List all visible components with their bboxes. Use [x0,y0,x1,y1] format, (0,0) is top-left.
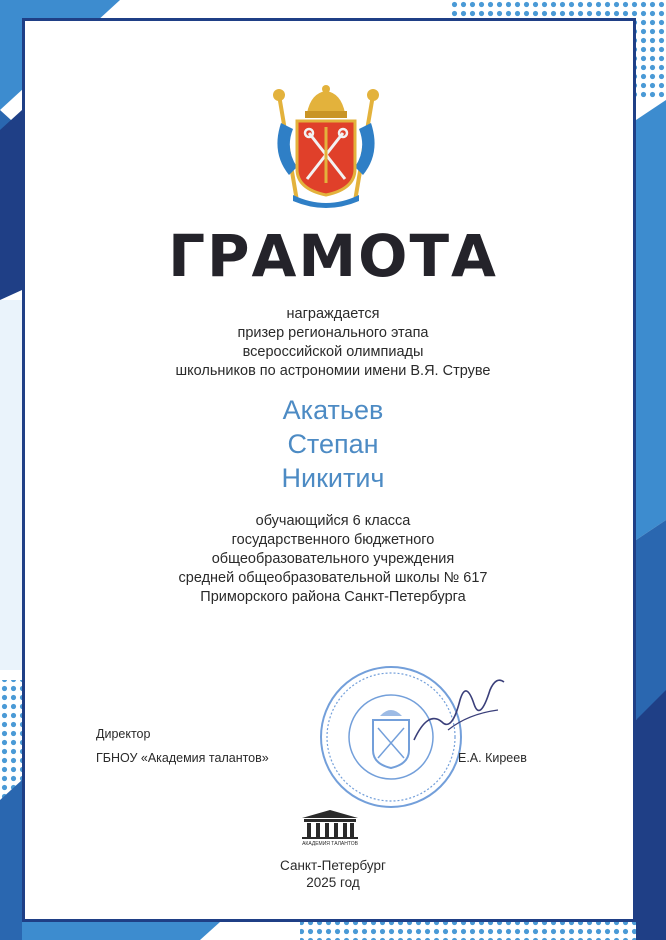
director-name: Е.А. Киреев [458,751,527,765]
school-line: обучающийся 6 класса [255,513,411,529]
school-line: государственного бюджетного [231,532,435,548]
footer-year: 2025 год [306,875,360,890]
director-title: Директор [96,727,151,741]
school-line: средней общеобразовательной школы № 617 [178,570,488,586]
school-info [0,512,666,607]
academy-logo-caption: АКАДЕМИЯ ТАЛАНТОВ [302,841,358,846]
recipient-first-name: Степан [287,429,379,459]
recipient-name [0,393,666,495]
certificate-title: ГРАМОТА [168,222,498,290]
award-text [0,305,666,381]
award-line: награждается [286,306,380,322]
director-signature-icon [408,670,508,750]
academy-logo-icon [296,808,364,846]
school-line: Приморского района Санкт-Петербурга [200,589,466,605]
saint-petersburg-coat-of-arms-icon [267,83,385,211]
award-line: школьников по астрономии имени В.Я. Струве [175,363,491,379]
director-organization: ГБНОУ «Академия талантов» [96,751,269,765]
award-line: призер регионального этапа [237,325,429,341]
school-line: общеобразовательного учреждения [211,551,455,567]
recipient-patronymic: Никитич [281,463,385,493]
recipient-surname: Акатьев [282,395,384,425]
footer [0,857,666,891]
award-line: всероссийской олимпиады [242,344,424,360]
footer-city: Санкт-Петербург [280,858,386,873]
